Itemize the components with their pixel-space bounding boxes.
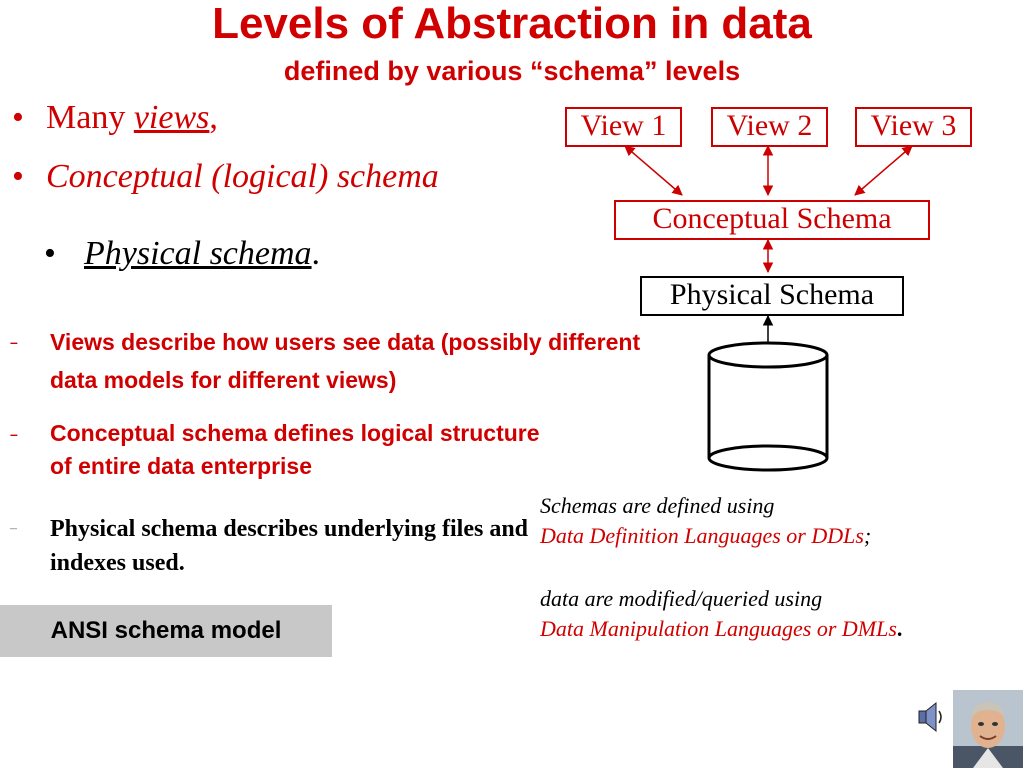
dml-note: data are modified/queried using Data Manipulation Languages or DMLs. [540,586,903,641]
view-3-box: View 3 [855,107,972,147]
storage-cylinder-icon [709,343,827,470]
view-2-box: View 2 [711,107,828,147]
physical-term: Physical schema [84,235,312,272]
dash-item-views: – Views describe how users see data (possibly different data models for different views) [10,329,641,393]
dash-item-conceptual: – Conceptual schema defines logical structure of entire data enterprise [10,420,540,479]
ddl-note: Schemas are defined using Data Definition Languages or DDLs; [540,493,872,548]
bullet-conceptual: • Conceptual (logical) schema [12,158,439,195]
slide-subtitle: defined by various “schema” levels [283,56,741,86]
views-term: views [133,99,210,136]
physical-schema-box: Physical Schema [640,276,904,316]
bullet-physical: • Physical schema. [44,235,321,272]
bullet-views: • Many views, [12,99,218,136]
arrow-view3-conceptual [855,146,912,195]
speaker-icon[interactable] [918,700,944,734]
arrow-view1-conceptual [625,146,682,195]
ansi-schema-model-label: ANSI schema model [0,605,332,657]
dash-item-physical: – Physical schema describes underlying files and indexes used. [10,516,529,576]
view-1-box: View 1 [565,107,682,147]
presenter-photo [953,690,1023,768]
slide-title: Levels of Abstraction in data [212,0,812,48]
conceptual-schema-box: Conceptual Schema [614,200,930,240]
